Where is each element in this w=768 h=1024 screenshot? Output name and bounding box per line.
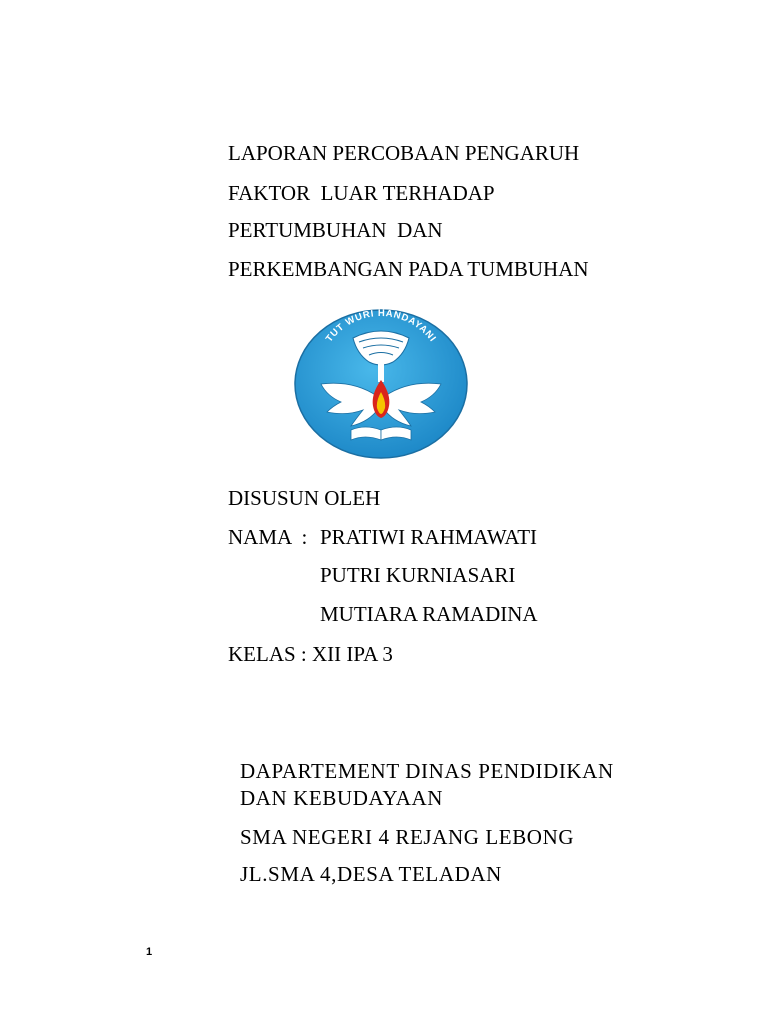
author-name-3: MUTIARA RAMADINA <box>320 602 538 626</box>
school-address: JL.SMA 4,DESA TELADAN <box>240 862 502 886</box>
school-name: SMA NEGERI 4 REJANG LEBONG <box>240 825 575 849</box>
logo-motto: TUT WURI HANDAYANI <box>323 308 439 345</box>
author-name-2: PUTRI KURNIASARI <box>320 563 516 587</box>
class-line: KELAS : XII IPA 3 <box>228 642 393 666</box>
author-heading: DISUSUN OLEH <box>228 486 381 510</box>
institution-line-1: DAPARTEMENT DINAS PENDIDIKAN <box>240 759 614 783</box>
tut-wuri-handayani-logo <box>293 308 469 460</box>
title-line-1: LAPORAN PERCOBAAN PENGARUH <box>228 141 580 165</box>
title-line-3: PERTUMBUHAN DAN <box>228 218 443 242</box>
name-label: NAMA : <box>228 525 313 549</box>
title-line-4: PERKEMBANGAN PADA TUMBUHAN <box>228 257 589 281</box>
title-line-2: FAKTOR LUAR TERHADAP <box>228 181 495 205</box>
page-number: 1 <box>146 946 153 958</box>
institution-line-2: DAN KEBUDAYAAN <box>240 786 444 810</box>
author-name-1: PRATIWI RAHMAWATI <box>320 525 538 549</box>
